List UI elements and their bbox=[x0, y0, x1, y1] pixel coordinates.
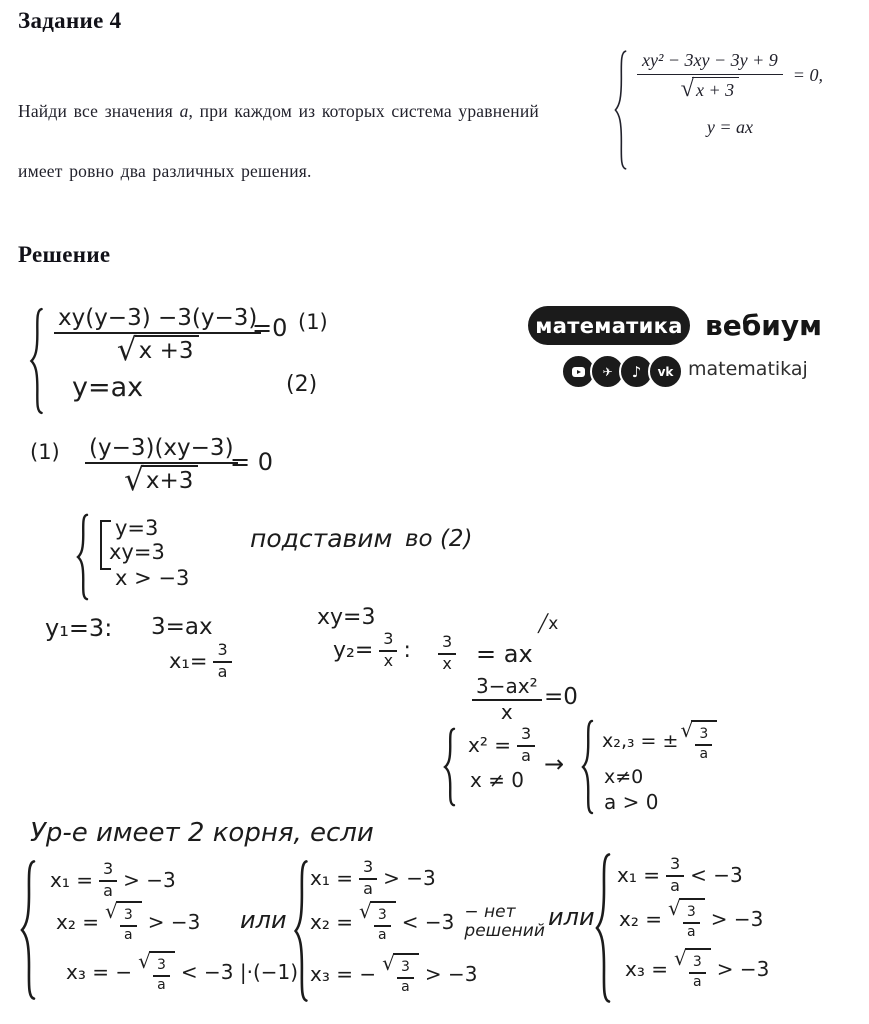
hw-case-condition: x > −3 bbox=[115, 566, 190, 590]
hw-eq3-rhs: = ax bbox=[476, 640, 533, 668]
hw-note-into-2: во (2) bbox=[405, 526, 473, 552]
sqrt-sign: √ bbox=[680, 718, 694, 742]
problem-variable: a bbox=[179, 101, 189, 121]
hw-radical bbox=[382, 953, 419, 994]
hw-or-word-2: или bbox=[548, 903, 595, 931]
fraction-3-over-x: 3 x bbox=[438, 634, 456, 673]
hw-brace bbox=[292, 860, 310, 1002]
hw-fact-radical bbox=[124, 462, 198, 499]
hw-eq1-fraction bbox=[54, 305, 261, 369]
hw-fact-root-arg: x+3 bbox=[142, 465, 199, 493]
hw-roots-condition: Ур-е имеет 2 корня, если bbox=[30, 818, 374, 848]
hw-fact-rhs: = 0 bbox=[230, 448, 274, 476]
hw-f1-l2-cmp: > −3 bbox=[147, 909, 201, 934]
hw-f1-l1-lhs: x₁ = bbox=[50, 868, 93, 893]
hw-y2-colon: : bbox=[403, 637, 411, 663]
hw-eq3-den2: x bbox=[500, 700, 513, 724]
hw-radical bbox=[674, 948, 711, 989]
fraction-3-over-a: $\frac{3}{a}$ bbox=[153, 958, 170, 992]
hw-f3-line3 bbox=[625, 948, 769, 989]
task-title: Задание 4 bbox=[18, 8, 122, 33]
hw-f3-l3-lhs: x₃ = bbox=[625, 956, 668, 981]
hw-y2-lhs: y₂= bbox=[333, 637, 374, 663]
brand-name: вебиум bbox=[705, 309, 823, 342]
tiktok-icon: ♪ bbox=[619, 354, 654, 389]
sqrt-sign: √ bbox=[382, 951, 395, 975]
hw-x1-value bbox=[169, 642, 232, 681]
hw-x1-lhs: x₁= bbox=[169, 649, 208, 674]
sqrt-sign: √ bbox=[667, 896, 681, 920]
hw-f2-line2 bbox=[310, 901, 545, 942]
arrow-icon: → bbox=[544, 750, 565, 778]
hw-eq1-numerator: xy(y−3) −3(y−3) bbox=[54, 306, 261, 334]
hw-eq1-radical bbox=[116, 332, 199, 369]
hw-brace bbox=[18, 860, 38, 1000]
hw-radical bbox=[668, 898, 705, 939]
hw-y2-head: xy=3 bbox=[317, 605, 376, 630]
hw-sysA-line1 bbox=[468, 726, 535, 765]
hw-f3-l1-lhs: x₁ = bbox=[617, 863, 660, 888]
hw-brace bbox=[593, 853, 613, 1003]
hw-y1-eq: 3=ax bbox=[151, 614, 213, 640]
hw-f3-line1 bbox=[617, 856, 743, 895]
sqrt-sign: √ bbox=[124, 462, 144, 499]
hw-sysA-l1-lhs: x² = bbox=[468, 733, 511, 758]
hw-eq2: y=ax bbox=[72, 372, 144, 403]
hw-brace bbox=[580, 720, 595, 814]
sqrt-sign: √ bbox=[104, 899, 118, 923]
hw-note-net: − нет bbox=[464, 902, 516, 922]
eq1-rhs: = 0, bbox=[792, 65, 823, 86]
hw-sysB-l1-lhs: x₂‚₃ = ± bbox=[602, 729, 679, 752]
hw-radical bbox=[138, 951, 175, 992]
hw-radical bbox=[359, 901, 396, 942]
fraction-3-over-a: $\frac{3}{a}$ bbox=[695, 727, 712, 761]
social-icons bbox=[561, 354, 677, 389]
hw-brace bbox=[28, 308, 45, 414]
system-brace bbox=[612, 50, 629, 170]
telegram-icon: ✈ bbox=[590, 354, 625, 389]
hw-sysB-line2: x≠0 bbox=[604, 766, 644, 788]
hw-sysA-line2: x ≠ 0 bbox=[470, 768, 525, 792]
hw-eq1-label: (1) bbox=[298, 310, 328, 334]
hw-eq3-rhs2: =0 bbox=[544, 684, 578, 710]
hw-case-2: xy=3 bbox=[109, 540, 165, 564]
vk-icon: vk bbox=[648, 354, 683, 389]
problem-intro2: , при каждом из которых система уравнений bbox=[188, 101, 539, 121]
brand-badge bbox=[528, 306, 828, 390]
hw-y2-value bbox=[333, 631, 411, 670]
hw-system-x-squared bbox=[440, 712, 740, 822]
fraction-3-over-a: $\frac{3}{a}$ bbox=[689, 955, 706, 989]
hw-f3-l2-cmp: > −3 bbox=[710, 906, 764, 931]
fraction-3-over-a: $\frac{3}{a}$ bbox=[666, 856, 684, 895]
hw-f2-line3 bbox=[310, 953, 478, 994]
hw-fact-numerator: (y−3)(xy−3) bbox=[85, 436, 238, 464]
eq1-radical bbox=[681, 77, 739, 101]
sqrt-sign: √ bbox=[138, 949, 151, 973]
hw-sysB-line1 bbox=[602, 720, 717, 761]
fraction-3-over-a: $\frac{3}{a}$ bbox=[397, 960, 414, 994]
hw-substitution-y2 bbox=[315, 603, 435, 688]
hw-f3-l1-cmp: < −3 bbox=[690, 863, 743, 888]
hw-eq1-root-arg: x +3 bbox=[135, 335, 199, 363]
hw-eq3-num2: 3−ax² bbox=[472, 676, 542, 701]
sqrt-sign: √ bbox=[680, 75, 694, 102]
sqrt-sign: √ bbox=[673, 946, 687, 970]
hw-f3-l3-cmp: > −3 bbox=[716, 956, 770, 981]
hw-f1-line1 bbox=[50, 861, 176, 900]
problem-system bbox=[612, 50, 823, 170]
hw-f2-l1-cmp: > −3 bbox=[383, 866, 436, 891]
hw-final-system-2 bbox=[292, 855, 545, 1005]
hw-f3-line2 bbox=[619, 898, 763, 939]
problem-intro: Найди все значения bbox=[18, 101, 180, 121]
hw-eq-factored bbox=[30, 436, 310, 506]
hw-f1-l2-lhs: x₂ = bbox=[56, 909, 99, 934]
eq2: y = ax bbox=[706, 117, 754, 138]
hw-f1-l3-cmp: < −3 |·(−1) bbox=[180, 959, 299, 984]
hw-sysB-radical bbox=[680, 720, 717, 761]
eq1-root-arg: x + 3 bbox=[692, 77, 739, 101]
fraction-3-over-a: $\frac{3}{a}$ bbox=[683, 905, 700, 939]
hw-multiply-by-x-note: ╱x bbox=[538, 614, 559, 634]
hw-system-initial bbox=[28, 298, 368, 418]
hw-f1-line2 bbox=[56, 901, 200, 942]
hw-y1-head: y₁=3: bbox=[45, 614, 113, 642]
hw-eq1-rhs: =0 bbox=[252, 314, 288, 342]
fraction-3-over-a: $\frac{3}{a}$ bbox=[120, 908, 137, 942]
hw-substitution-y1 bbox=[45, 608, 285, 693]
eq1-fraction bbox=[637, 50, 783, 101]
solution-title: Решение bbox=[18, 242, 111, 267]
eq1-numerator: xy² − 3xy − 3y + 9 bbox=[637, 50, 783, 75]
sqrt-sign: √ bbox=[116, 332, 137, 369]
hw-final-system-3 bbox=[593, 848, 843, 1008]
hw-brace bbox=[75, 514, 90, 600]
hw-f1-l1-cmp: > −3 bbox=[123, 868, 176, 893]
hw-fact-label: (1) bbox=[30, 440, 60, 464]
hw-fact-fraction bbox=[85, 435, 238, 499]
fraction-3-over-a: $\frac{3}{a}$ bbox=[359, 859, 377, 898]
hw-f1-line3 bbox=[66, 951, 298, 992]
brand-handle: matematikaj bbox=[688, 358, 808, 380]
problem-text-line2: имеет ровно два различных решения. bbox=[18, 161, 312, 181]
fraction-3-over-a: $\frac{3}{a}$ bbox=[517, 726, 535, 765]
hw-f3-l2-lhs: x₂ = bbox=[619, 906, 662, 931]
hw-note-resheniy: решений bbox=[464, 920, 545, 941]
sqrt-sign: √ bbox=[358, 899, 372, 923]
hw-f2-l3-cmp: > −3 bbox=[424, 961, 478, 986]
hw-note-substitute: подставим bbox=[250, 524, 393, 553]
hw-or-word-1: или bbox=[240, 906, 287, 934]
hw-no-solutions-note bbox=[464, 903, 544, 940]
fraction-3-over-a: $\frac{3}{a}$ bbox=[213, 642, 231, 681]
hw-f1-l3-lhs: x₃ = − bbox=[66, 959, 133, 984]
hw-case-1: y=3 bbox=[115, 516, 159, 540]
hw-cases bbox=[75, 514, 475, 604]
brand-pill: математика bbox=[528, 306, 690, 345]
hw-f2-line1 bbox=[310, 859, 436, 898]
fraction-3-over-x: $\frac{3}{x}$ bbox=[379, 631, 397, 670]
hw-f2-l1-lhs: x₁ = bbox=[310, 866, 353, 891]
hw-f2-l2-lhs: x₂ = bbox=[310, 909, 353, 934]
fraction-3-over-a: $\frac{3}{a}$ bbox=[99, 861, 117, 900]
hw-sysB-line3: a > 0 bbox=[604, 790, 659, 814]
hw-brace bbox=[442, 728, 457, 806]
fraction-3-over-a: $\frac{3}{a}$ bbox=[374, 908, 391, 942]
hw-radical bbox=[105, 901, 142, 942]
problem-text-line1 bbox=[18, 101, 539, 122]
hw-eq2-label: (2) bbox=[286, 372, 318, 397]
hw-f2-l2-cmp: < −3 bbox=[401, 909, 455, 934]
hw-f2-l3-lhs: x₃ = − bbox=[310, 961, 377, 986]
